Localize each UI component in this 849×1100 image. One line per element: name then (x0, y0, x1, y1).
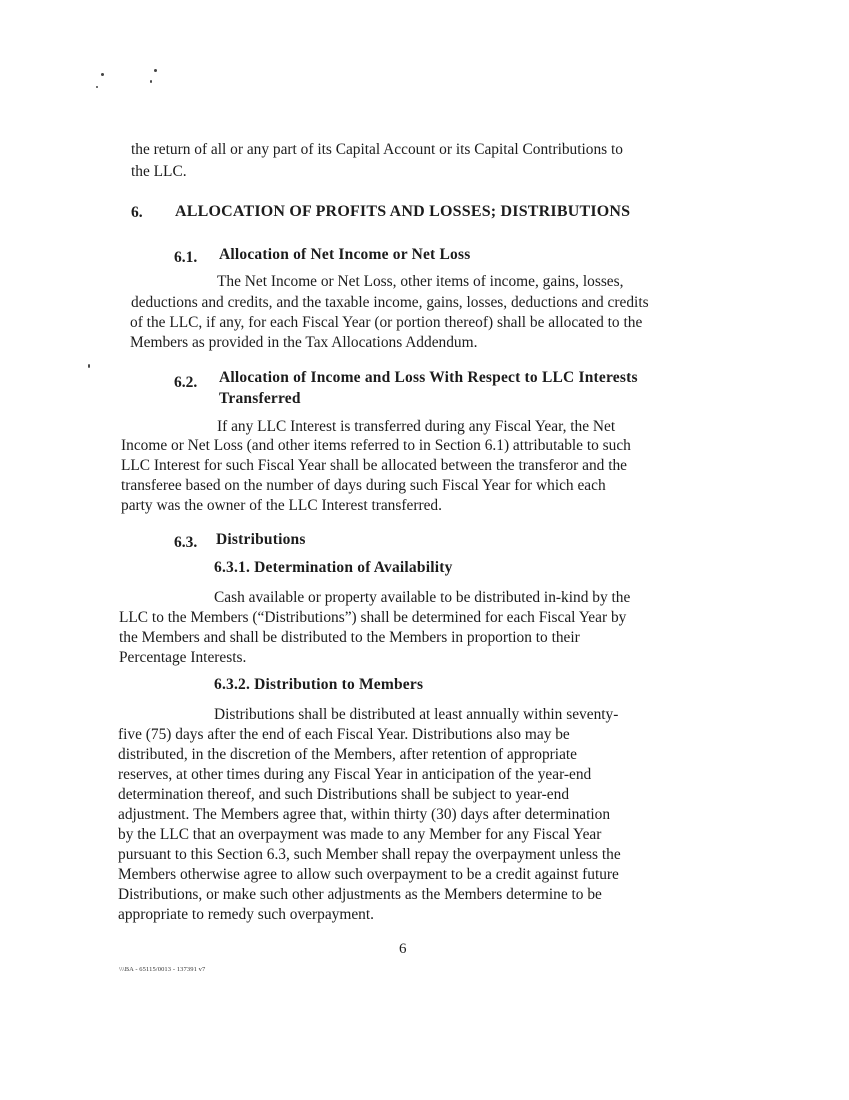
paragraph-line: Distributions shall be distributed at least annually within seventy- (214, 706, 619, 723)
paragraph-line: LLC to the Members (“Distributions”) shall be determined for each Fiscal Year by (119, 609, 627, 626)
scan-speck (101, 73, 104, 76)
paragraph-line: deductions and credits, and the taxable income, gains, losses, deductions and credits (131, 294, 649, 311)
subsection-heading: Distributions (216, 531, 306, 548)
scan-speck (96, 86, 98, 88)
scan-speck (88, 364, 90, 368)
paragraph-line: If any LLC Interest is transferred during any Fiscal Year, the Net (217, 418, 616, 435)
paragraph-line: Members as provided in the Tax Allocations Addendum. (130, 334, 478, 351)
paragraph-line: Members otherwise agree to allow such overpayment to be a credit against future (118, 866, 619, 883)
section-heading: ALLOCATION OF PROFITS AND LOSSES; DISTRIBUTIONS (175, 203, 631, 220)
paragraph-line: Cash available or property available to be distributed in-kind by the (214, 589, 631, 606)
paragraph-line: distributed, in the discretion of the Members, after retention of appropriate (118, 746, 578, 763)
paragraph-line: five (75) days after the end of each Fiscal Year. Distributions also may be (118, 726, 570, 743)
intro-line: the return of all or any part of its Capital Account or its Capital Contributions to (131, 141, 623, 158)
paragraph-line: determination thereof, and such Distributions shall be subject to year-end (118, 786, 570, 803)
subsection-heading: Allocation of Income and Loss With Respect to LLC Interests (219, 369, 638, 386)
paragraph-line: pursuant to this Section 6.3, such Member shall repay the overpayment unless the (118, 846, 621, 863)
subsection-number: 6.1. (174, 249, 198, 266)
scan-speck (150, 80, 152, 83)
paragraph-line: LLC Interest for such Fiscal Year shall be allocated between the transferor and the (121, 457, 628, 474)
paragraph-line: Percentage Interests. (119, 649, 247, 666)
subsubsection-heading: 6.3.2. Distribution to Members (214, 676, 424, 693)
document-id-footer: \\\BA - 65115/0013 - 137391 v7 (119, 966, 206, 973)
subsection-number: 6.2. (174, 374, 198, 391)
subsubsection-heading: 6.3.1. Determination of Availability (214, 559, 453, 576)
subsection-number: 6.3. (174, 534, 198, 551)
paragraph-line: of the LLC, if any, for each Fiscal Year (or portion thereof) shall be allocated to the (130, 314, 643, 331)
subsection-heading-continued: Transferred (219, 390, 301, 407)
paragraph-line: the Members and shall be distributed to the Members in proportion to their (119, 629, 580, 646)
intro-line: the LLC. (131, 163, 187, 180)
paragraph-line: by the LLC that an overpayment was made to any Member for any Fiscal Year (118, 826, 602, 843)
section-number: 6. (131, 204, 143, 221)
subsection-heading: Allocation of Net Income or Net Loss (219, 246, 471, 263)
page-number: 6 (399, 941, 407, 957)
paragraph-line: reserves, at other times during any Fiscal Year in anticipation of the year-end (118, 766, 592, 783)
paragraph-line: Distributions, or make such other adjustments as the Members determine to be (118, 886, 602, 903)
scan-speck (154, 69, 157, 72)
paragraph-line: transferee based on the number of days during such Fiscal Year for which each (121, 477, 606, 494)
paragraph-line: appropriate to remedy such overpayment. (118, 906, 374, 923)
paragraph-line: The Net Income or Net Loss, other items of income, gains, losses, (217, 273, 624, 290)
paragraph-line: adjustment. The Members agree that, within thirty (30) days after determination (118, 806, 611, 823)
paragraph-line: party was the owner of the LLC Interest transferred. (121, 497, 442, 514)
paragraph-line: Income or Net Loss (and other items referred to in Section 6.1) attributable to such (121, 437, 631, 454)
